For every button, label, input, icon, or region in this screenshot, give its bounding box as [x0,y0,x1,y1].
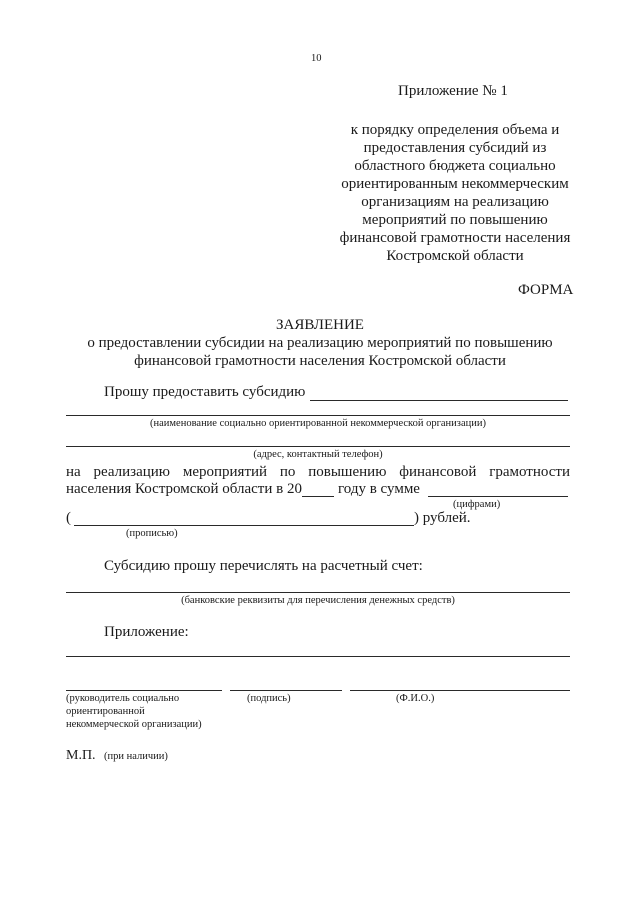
appendix-title: Приложение № 1 [398,83,508,99]
appendix-line: организациям на реализацию [361,194,549,210]
page-number: 10 [311,53,322,64]
org-name-line [66,415,570,416]
appendix-line: областного бюджета социально [354,158,556,174]
form-label: ФОРМА [518,282,574,298]
appendix-line: мероприятий по повышению [362,212,548,228]
org-blank-line [310,400,568,401]
fio-line [350,690,570,691]
appendix-line: ориентированным некоммерческим [341,176,569,192]
amount-digits-line [428,496,568,497]
transfer-text: Субсидию прошу перечислять на расчетный счет: [104,558,423,574]
appendix-line: предоставления субсидий из [363,140,547,156]
open-paren: ( [66,510,71,526]
stamp-note: (при наличии) [104,751,168,762]
head-line [66,690,222,691]
appendix-line: к порядку определения объема и [350,122,560,138]
bank-line [66,592,570,593]
head-caption: некоммерческой организации) [66,719,202,730]
signature-caption: (подпись) [247,693,291,704]
org-caption: (наименование социально ориентированной некоммерческой организации) [150,418,486,429]
appendix-line: Костромской области [386,248,524,264]
attachment-line [66,656,570,657]
attachment-label: Приложение: [104,624,189,640]
bank-caption: (банковские реквизиты для перечисления денежных средств) [181,595,455,606]
purpose-line-2: населения Костромской области в 20 [66,481,302,497]
rubles-text: ) рублей. [414,510,471,526]
stamp-label: М.П. [66,748,96,763]
address-caption: (адрес, контактный телефон) [253,449,383,460]
head-caption: (руководитель социально [66,693,180,704]
appendix-line: финансовой грамотности населения [339,230,571,246]
statement-title: ЗАЯВЛЕНИЕ [276,317,364,333]
address-line [66,446,570,447]
purpose-line: на реализацию мероприятий по повышению финансовой грамотности [66,464,570,480]
request-text: Прошу предоставить субсидию [104,384,306,400]
fio-caption: (Ф.И.О.) [396,693,435,704]
statement-subtitle: о предоставлении субсидии на реализацию мероприятий по повышению [87,335,553,351]
signature-line [230,690,342,691]
head-caption: ориентированной [66,706,145,717]
amount-words-line [74,525,414,526]
words-caption: (прописью) [126,528,178,539]
year-blank-line [302,496,334,497]
statement-subtitle: финансовой грамотности населения Костромской области [134,353,506,369]
purpose-line-2b: году в сумме [338,481,420,497]
digits-caption: (цифрами) [453,499,501,510]
